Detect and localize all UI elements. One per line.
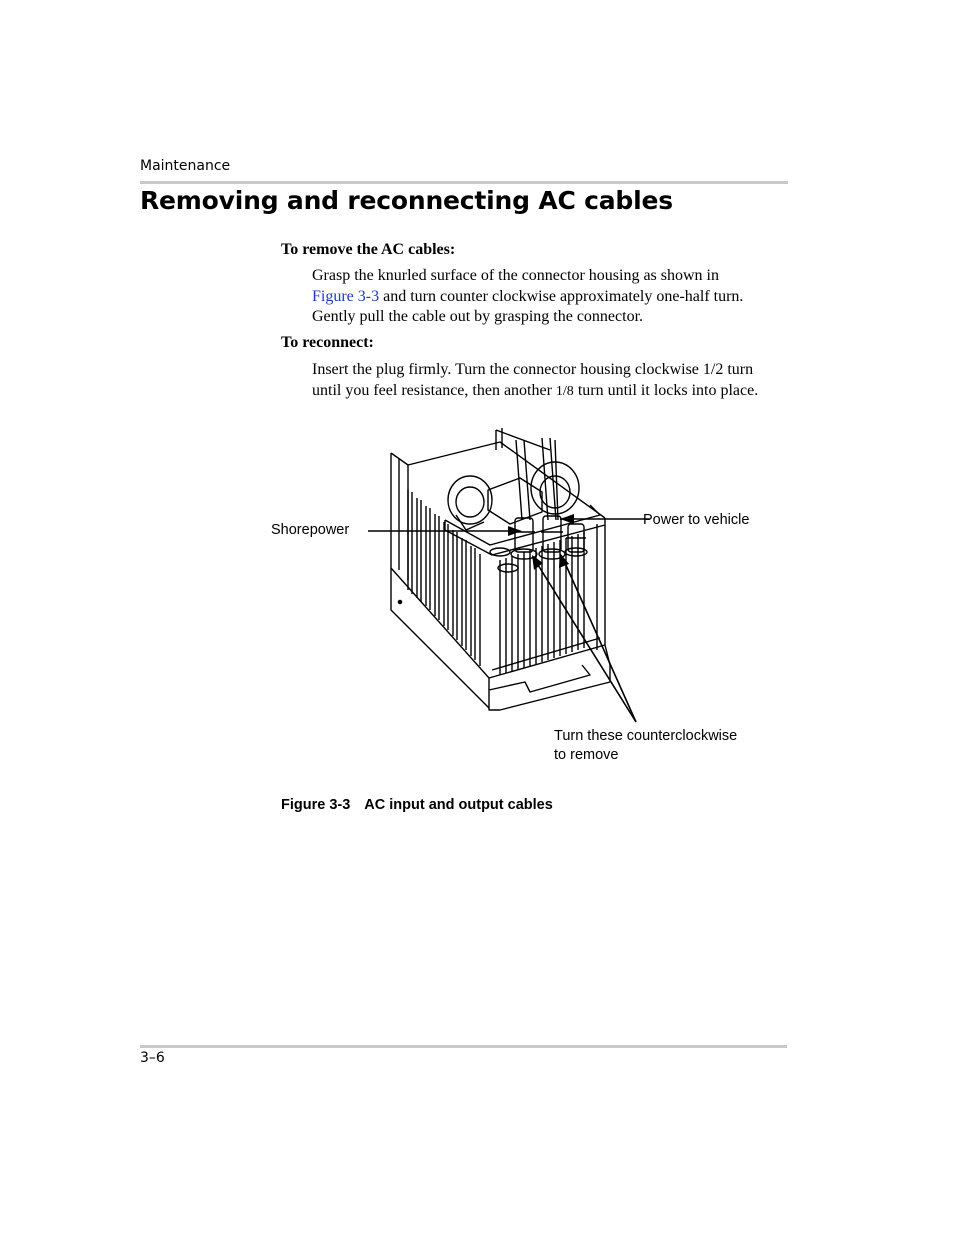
turn-leader-left	[538, 565, 636, 722]
figure-caption	[281, 797, 553, 813]
footer-rule	[140, 1045, 787, 1048]
reconnect-line-2a: until you feel resistance, then another	[312, 381, 556, 399]
page-number: 3–6	[140, 1050, 165, 1066]
remove-heading: To remove the AC cables:	[281, 241, 456, 258]
turn-callout-line-2: to remove	[554, 747, 619, 763]
power-arrowhead	[560, 514, 574, 524]
remove-line-1: Grasp the knurled surface of the connector housing as shown in	[312, 267, 719, 284]
charger-illustration	[260, 420, 780, 780]
reconnect-fraction: 1/8	[555, 383, 574, 399]
header-rule	[140, 181, 788, 184]
remove-paragraph	[312, 266, 788, 328]
page-title: Removing and reconnecting AC cables	[140, 186, 673, 215]
remove-line-2	[312, 287, 788, 308]
reconnect-paragraph	[312, 360, 788, 402]
reconnect-line-2	[312, 381, 788, 403]
remove-line-3: Gently pull the cable out by grasping the connector.	[312, 308, 644, 325]
reconnect-line-2b: turn until it locks into place.	[573, 381, 759, 399]
figure-3-3-link[interactable]: Figure 3-3	[312, 287, 380, 305]
caption-title: AC input and output cables	[364, 797, 553, 813]
turn-leader-right	[565, 563, 636, 722]
reconnect-heading: To reconnect:	[281, 334, 374, 351]
running-header-section: Maintenance	[140, 158, 231, 174]
remove-line-2-text: and turn counter clockwise approximately one-half turn.	[379, 287, 744, 305]
shorepower-callout: Shorepower	[271, 522, 350, 538]
turn-callout-line-1: Turn these counterclockwise	[554, 728, 738, 744]
caption-number: Figure 3-3	[281, 797, 351, 813]
figure-3-3	[260, 420, 780, 780]
reconnect-line-1: Insert the plug firmly. Turn the connector housing clockwise 1/2 turn	[312, 361, 754, 378]
power-to-vehicle-callout: Power to vehicle	[643, 512, 750, 528]
